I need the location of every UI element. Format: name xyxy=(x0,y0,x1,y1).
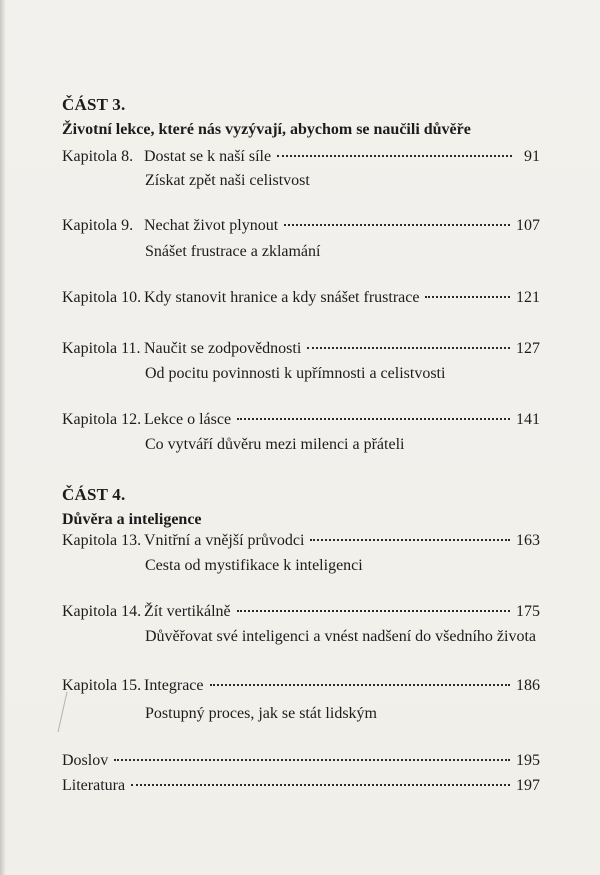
chapter-subtitle: Snášet frustrace a zklamání xyxy=(145,243,321,260)
entry-title: Literatura xyxy=(62,777,126,794)
chapter-label: Kapitola 12. xyxy=(62,411,142,428)
part-4-title: Důvěra a inteligence xyxy=(62,511,202,528)
chapter-subtitle: Důvěřovat své inteligenci a vnést nadšení do všedního života xyxy=(145,628,537,645)
part-3-title: Životní lekce, které nás vyzývají, abychom se naučili důvěře xyxy=(62,121,471,138)
page-number: 107 xyxy=(516,217,540,234)
page-number: 91 xyxy=(524,148,540,165)
toc-entry-chapter-10[interactable] xyxy=(62,287,540,309)
chapter-label: Kapitola 8. xyxy=(62,148,134,165)
chapter-label: Kapitola 13. xyxy=(62,532,142,549)
pencil-mark xyxy=(55,690,69,735)
page-number: 186 xyxy=(516,677,540,694)
dot-leader xyxy=(114,759,510,761)
chapter-subtitle: Cesta od mystifikace k inteligenci xyxy=(145,557,363,574)
chapter-label: Kapitola 10. xyxy=(62,289,142,306)
chapter-title: Nechat život plynout xyxy=(144,217,279,234)
chapter-subtitle: Od pocitu povinnosti k upřímnosti a celistvosti xyxy=(145,365,446,382)
page-number: 127 xyxy=(516,340,540,357)
part-3-label: ČÁST 3. xyxy=(62,95,126,114)
chapter-title: Lekce o lásce xyxy=(144,411,232,428)
page-edge-shadow xyxy=(0,0,6,875)
toc-entry-chapter-11[interactable] xyxy=(62,338,540,360)
chapter-subtitle: Co vytváří důvěru mezi milenci a přáteli xyxy=(145,436,405,453)
page-number: 163 xyxy=(516,532,540,549)
dot-leader xyxy=(210,684,510,686)
page-number: 197 xyxy=(516,777,540,794)
toc-entry-chapter-9[interactable] xyxy=(62,215,540,237)
chapter-subtitle: Postupný proces, jak se stát lidským xyxy=(145,705,377,722)
toc-entry-chapter-15[interactable] xyxy=(62,675,540,697)
chapter-title: Kdy stanovit hranice a kdy snášet frustrace xyxy=(144,289,420,306)
toc-entry-chapter-8[interactable] xyxy=(62,146,540,168)
page-number: 141 xyxy=(516,411,540,428)
chapter-title: Žít vertikálně xyxy=(144,603,231,620)
chapter-title: Naučit se zodpovědnosti xyxy=(144,340,302,357)
chapter-title: Vnitřní a vnější průvodci xyxy=(144,532,305,549)
page-number: 175 xyxy=(516,603,540,620)
chapter-label: Kapitola 15. xyxy=(62,677,142,694)
entry-title: Doslov xyxy=(62,752,109,769)
toc-entry-chapter-14[interactable] xyxy=(62,601,540,623)
dot-leader xyxy=(237,610,510,612)
page-number: 195 xyxy=(516,752,540,769)
chapter-title: Dostat se k naší síle xyxy=(144,148,272,165)
chapter-title: Integrace xyxy=(144,677,204,694)
dot-leader xyxy=(277,155,512,157)
dot-leader xyxy=(237,418,510,420)
dot-leader xyxy=(284,224,510,226)
toc-entry-doslov[interactable] xyxy=(62,750,540,772)
toc-entry-chapter-12[interactable] xyxy=(62,409,540,431)
chapter-label: Kapitola 9. xyxy=(62,217,134,234)
dot-leader xyxy=(425,296,510,298)
toc-entry-literatura[interactable] xyxy=(62,775,540,797)
dot-leader xyxy=(307,347,510,349)
toc-entry-chapter-13[interactable] xyxy=(62,530,540,552)
dot-leader xyxy=(131,784,510,786)
part-4-label: ČÁST 4. xyxy=(62,485,126,504)
page-number: 121 xyxy=(516,289,540,306)
chapter-label: Kapitola 14. xyxy=(62,603,142,620)
chapter-label: Kapitola 11. xyxy=(62,340,141,357)
chapter-subtitle: Získat zpět naši celistvost xyxy=(145,172,310,189)
dot-leader xyxy=(310,539,510,541)
